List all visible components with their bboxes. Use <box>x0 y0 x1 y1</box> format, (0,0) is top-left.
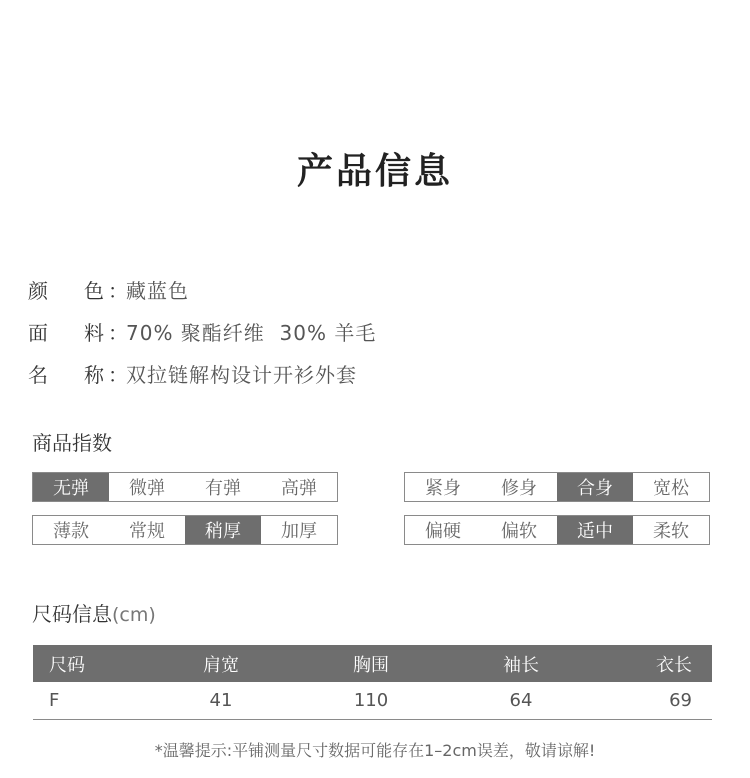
scale-option: 无弹 <box>33 473 109 501</box>
size-info-title: 尺码信息 <box>32 602 112 626</box>
scale-option: 柔软 <box>633 516 709 544</box>
page-title: 产品信息 <box>296 151 453 192</box>
info-label <box>28 275 108 304</box>
info-colon: ： <box>108 320 128 345</box>
info-row-fabric <box>28 317 376 345</box>
scale-option: 紧身 <box>405 473 481 501</box>
info-value-color: 藏蓝色 <box>126 278 189 303</box>
scale-option: 高弹 <box>261 473 337 501</box>
size-header-cell: 衣长 <box>656 654 692 676</box>
info-value-fabric: 70% 聚酯纤维 30% 羊毛 <box>126 320 377 345</box>
size-cell: 64 <box>509 690 533 711</box>
size-table <box>33 645 712 720</box>
size-cell: 69 <box>669 690 692 711</box>
info-colon: ： <box>108 362 128 387</box>
footnote: *温馨提示:平铺测量尺寸数据可能存在1–2cm误差，敬请谅解! <box>154 741 596 760</box>
info-label-char: 颜 <box>28 278 48 303</box>
info-label-char: 料 <box>84 320 104 345</box>
scale-option: 适中 <box>557 516 633 544</box>
scale-option: 微弹 <box>109 473 185 501</box>
info-row-color <box>28 275 189 303</box>
size-header-cell: 袖长 <box>503 654 539 676</box>
scale-option: 偏硬 <box>405 516 481 544</box>
size-table-header <box>33 645 712 682</box>
size-cell: 41 <box>209 690 233 711</box>
scale-option: 宽松 <box>633 473 709 501</box>
size-header-cell: 胸围 <box>353 654 389 676</box>
scale-option: 偏软 <box>481 516 557 544</box>
info-value-name: 双拉链解构设计开衫外套 <box>126 362 357 387</box>
info-label <box>28 317 108 346</box>
size-header-cell: 肩宽 <box>203 654 239 676</box>
scale-option: 加厚 <box>261 516 337 544</box>
product-index-heading: 商品指数 <box>32 431 112 455</box>
fit-scale <box>404 472 710 502</box>
scale-option: 稍厚 <box>185 516 261 544</box>
scale-option: 修身 <box>481 473 557 501</box>
table-row <box>33 682 712 720</box>
info-label-char: 面 <box>28 320 48 345</box>
size-cell: 110 <box>353 690 389 711</box>
info-label-char: 称 <box>84 362 104 387</box>
info-label-char: 色 <box>84 278 104 303</box>
scale-option: 合身 <box>557 473 633 501</box>
info-label <box>28 359 108 388</box>
size-info-unit: (cm) <box>112 604 156 626</box>
elasticity-scale <box>32 472 338 502</box>
info-label-char: 名 <box>28 362 48 387</box>
softness-scale <box>404 515 710 545</box>
scale-option: 薄款 <box>33 516 109 544</box>
thickness-scale <box>32 515 338 545</box>
info-row-name <box>28 359 357 387</box>
size-cell: F <box>49 690 60 711</box>
scale-option: 常规 <box>109 516 185 544</box>
info-colon: ： <box>108 278 128 303</box>
scale-option: 有弹 <box>185 473 261 501</box>
size-header-cell: 尺码 <box>49 654 85 676</box>
size-info-heading <box>32 598 156 627</box>
